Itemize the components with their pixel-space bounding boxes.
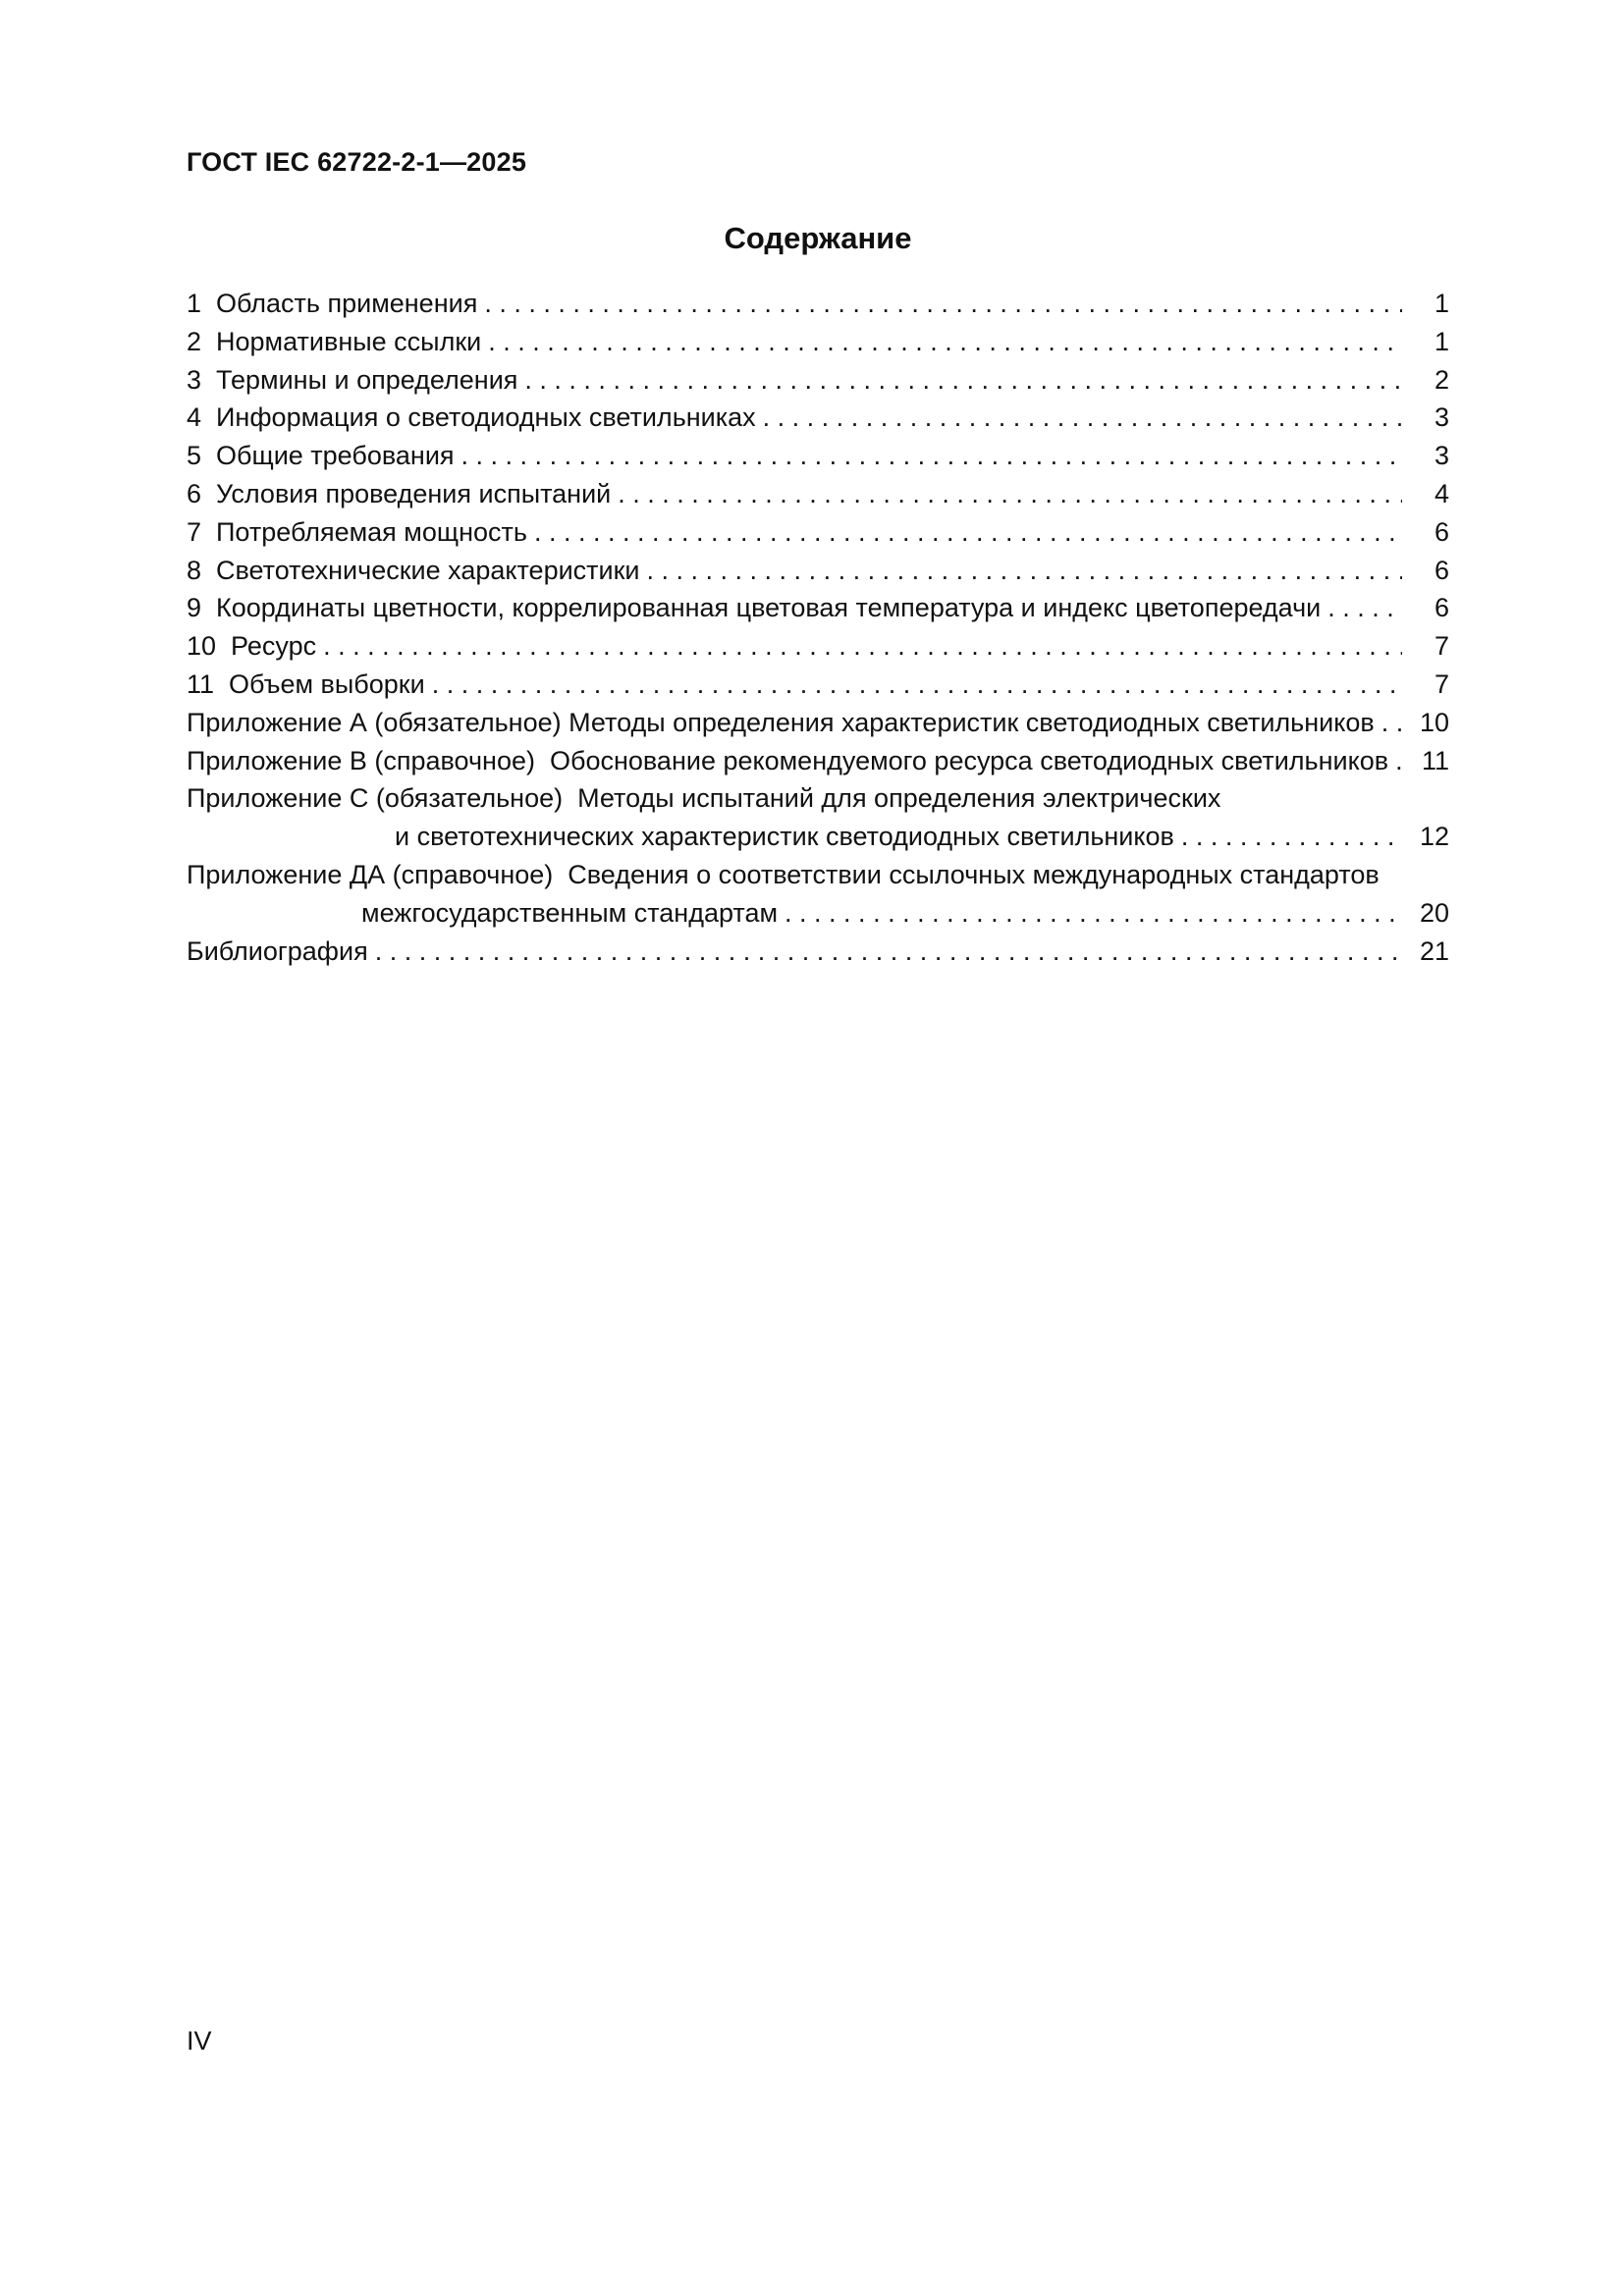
dot-leader bbox=[524, 361, 1402, 400]
toc-entry-text: межгосударственным стандартам bbox=[361, 897, 779, 928]
toc-page-number: 7 bbox=[1434, 668, 1449, 699]
toc-entry-text: 5 Общие требования bbox=[187, 441, 455, 471]
page-number-footer: IV bbox=[187, 2026, 212, 2056]
toc-page-number: 1 bbox=[1434, 326, 1449, 356]
toc-entry-text: Приложение В (справочное) Обоснование рекомендуемого ресурса светодиодных светильников bbox=[187, 745, 1389, 775]
toc-page-number: 12 bbox=[1419, 822, 1449, 852]
toc-page-number: 11 bbox=[1421, 745, 1449, 775]
toc-row bbox=[187, 361, 1449, 400]
dot-leader bbox=[461, 437, 1402, 475]
toc-entry-text: 7 Потребляемая мощность bbox=[187, 516, 527, 547]
toc-row bbox=[187, 437, 1449, 475]
toc-page-number: 1 bbox=[1434, 289, 1449, 318]
dot-leader bbox=[484, 285, 1402, 323]
toc-entry-text: 11 Объем выборки bbox=[187, 668, 425, 699]
toc-entry-text: 9 Координаты цветности, коррелированная цветовая температура и индекс цветопередачи bbox=[187, 593, 1322, 623]
table-of-contents bbox=[187, 285, 1449, 970]
dot-leader bbox=[785, 894, 1402, 933]
toc-entry-text: 3 Термины и определения bbox=[187, 364, 518, 395]
toc-page-number: 10 bbox=[1419, 707, 1449, 737]
toc-row-continuation bbox=[187, 818, 1449, 856]
toc-entry-text: 10 Ресурс bbox=[187, 631, 317, 662]
toc-row bbox=[187, 285, 1449, 323]
toc-page-number: 6 bbox=[1434, 555, 1449, 585]
toc-row bbox=[187, 513, 1449, 552]
toc-entry-text: Приложение А (обязательное) Методы определения характеристик светодиодных светильников bbox=[187, 707, 1375, 737]
toc-row bbox=[187, 627, 1449, 666]
toc-entry-text: 8 Светотехнические характеристики bbox=[187, 555, 640, 585]
toc-row bbox=[187, 323, 1449, 361]
toc-row bbox=[187, 742, 1449, 780]
toc-row bbox=[187, 475, 1449, 513]
dot-leader bbox=[763, 399, 1402, 437]
toc-row bbox=[187, 589, 1449, 627]
toc-page-number: 3 bbox=[1434, 441, 1449, 471]
toc-title: Содержание bbox=[724, 221, 912, 255]
dot-leader bbox=[323, 627, 1402, 666]
toc-page-number: 21 bbox=[1419, 935, 1449, 966]
toc-row bbox=[187, 666, 1449, 704]
toc-row bbox=[187, 779, 1449, 818]
dot-leader bbox=[647, 552, 1402, 590]
toc-entry-text: 6 Условия проведения испытаний bbox=[187, 478, 612, 508]
toc-row bbox=[187, 933, 1449, 971]
toc-page-number: 2 bbox=[1434, 364, 1449, 395]
toc-page-number: 6 bbox=[1434, 593, 1449, 623]
dot-leader bbox=[375, 933, 1402, 971]
toc-row bbox=[187, 704, 1449, 742]
document-code: ГОСТ IEC 62722-2-1—2025 bbox=[187, 147, 527, 177]
dot-leader bbox=[1395, 742, 1402, 780]
toc-entry-text: Библиография bbox=[187, 935, 368, 966]
dot-leader bbox=[488, 323, 1402, 361]
toc-row bbox=[187, 552, 1449, 590]
toc-page-number: 6 bbox=[1434, 516, 1449, 547]
toc-entry-text: 1 Область применения bbox=[187, 289, 478, 318]
dot-leader bbox=[432, 666, 1402, 704]
toc-entry-text: 2 Нормативные ссылки bbox=[187, 326, 482, 356]
dot-leader bbox=[1381, 704, 1402, 742]
dot-leader bbox=[1327, 589, 1402, 627]
toc-entry-text: и светотехнических характеристик светодиодных светильников bbox=[395, 822, 1174, 852]
toc-page-number: 4 bbox=[1434, 478, 1449, 508]
toc-page-number: 20 bbox=[1419, 897, 1449, 928]
toc-entry-text: Приложение ДА (справочное) Сведения о соответствии ссылочных международных стандартов bbox=[187, 859, 1380, 889]
toc-page-number: 7 bbox=[1434, 631, 1449, 662]
toc-row-continuation bbox=[187, 894, 1449, 933]
toc-entry-text: Приложение С (обязательное) Методы испытаний для определения электрических bbox=[187, 783, 1221, 814]
toc-row bbox=[187, 399, 1449, 437]
toc-entry-text: 4 Информация о светодиодных светильниках bbox=[187, 402, 756, 433]
dot-leader bbox=[1181, 818, 1402, 856]
dot-leader bbox=[534, 513, 1402, 552]
toc-page-number: 3 bbox=[1434, 402, 1449, 433]
toc-row bbox=[187, 856, 1449, 894]
dot-leader bbox=[618, 475, 1402, 513]
